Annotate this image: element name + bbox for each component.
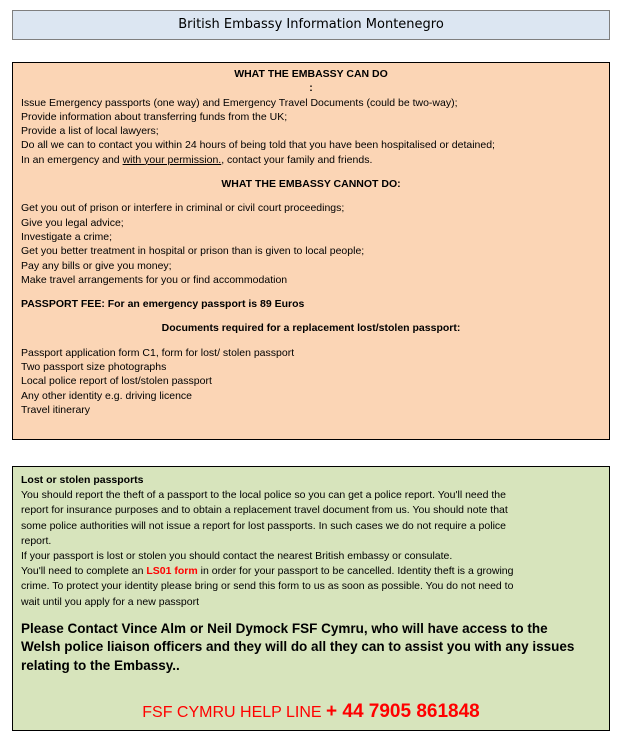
ls01-line [21,564,601,579]
can-do-item: Issue Emergency passports (one way) and Emergency Travel Documents (could be two-way); [21,96,458,109]
can-do-item: Provide a list of local lawyers; [21,125,159,138]
permission-underlined: with your permission. [122,153,222,166]
can-do-last-after: , contact your family and friends. [221,153,373,166]
embassy-services-box [12,62,610,440]
contact-line: relating to the Embassy.. [21,657,180,673]
lost-stolen-box [12,466,610,731]
ls01-form-link[interactable]: LS01 form [146,565,198,578]
document-item: Passport application form C1, form for lost/ stolen passport [21,346,295,359]
helpline [21,701,601,723]
lost-stolen-heading: Lost or stolen passports [21,474,144,486]
can-do-item: Provide information about transferring funds from the UK; [21,110,288,123]
lost-stolen-line: report. [21,534,52,547]
document-item: Travel itinerary [21,403,91,416]
cannot-do-item: Investigate a crime; [21,230,113,243]
contact-line: Welsh police liaison officers and they will do all they can to assist you with any issues [21,639,575,655]
lost-stolen-line: You should report the theft of a passport to the local police so you can get a police report. You'll need the [21,489,506,502]
cannot-do-item: Get you out of prison or interfere in criminal or civil court proceedings; [21,202,345,215]
ls01-before: You'll need to complete an [21,565,147,578]
helpline-label: FSF CYMRU HELP LINE [142,704,326,722]
contact-paragraph [21,620,601,676]
lost-stolen-line: some police authorities will not issue a report for lost passports. In such cases we do not require a police [21,519,506,532]
passport-fee: PASSPORT FEE: For an emergency passport is 89 Euros [21,298,305,311]
can-do-last-before: In an emergency and [21,153,123,166]
lost-stolen-line: report for insurance purposes and to obtain a replacement travel document from us. You should note that [21,504,508,517]
can-do-item: Do all we can to contact you within 24 hours of being told that you have been hospitalised or detained; [21,139,495,152]
lost-stolen-line: If your passport is lost or stolen you should contact the nearest British embassy or consulate. [21,550,453,563]
helpline-number[interactable]: + 44 7905 861848 [326,701,480,723]
cannot-do-item: Give you legal advice; [21,216,124,229]
can-do-item-last [21,153,601,167]
lost-stolen-line: crime. To protect your identity please bring or send this form to us as soon as possible. You do not need to [21,580,514,593]
ls01-after: in order for your passport to be cancelled. Identity theft is a growing [197,565,514,578]
documents-heading: Documents required for a replacement lost/stolen passport: [161,322,461,335]
document-item: Local police report of lost/stolen passport [21,375,212,388]
cannot-do-item: Get you better treatment in hospital or prison than is given to local people; [21,245,365,258]
page-title: British Embassy Information Montenegro [12,10,610,40]
cannot-do-heading: WHAT THE EMBASSY CANNOT DO: [221,178,401,191]
can-do-heading: WHAT THE EMBASSY CAN DO [234,68,388,80]
document-item: Two passport size photographs [21,361,167,374]
cannot-do-item: Make travel arrangements for you or find accommodation [21,273,288,286]
document-item: Any other identity e.g. driving licence [21,389,193,402]
can-do-heading-colon: : [309,82,313,95]
contact-line: Please Contact Vince Alm or Neil Dymock FSF Cymru, who will have access to the [21,620,548,636]
cannot-do-item: Pay any bills or give you money; [21,259,172,272]
lost-stolen-line: wait until you apply for a new passport [21,595,200,608]
